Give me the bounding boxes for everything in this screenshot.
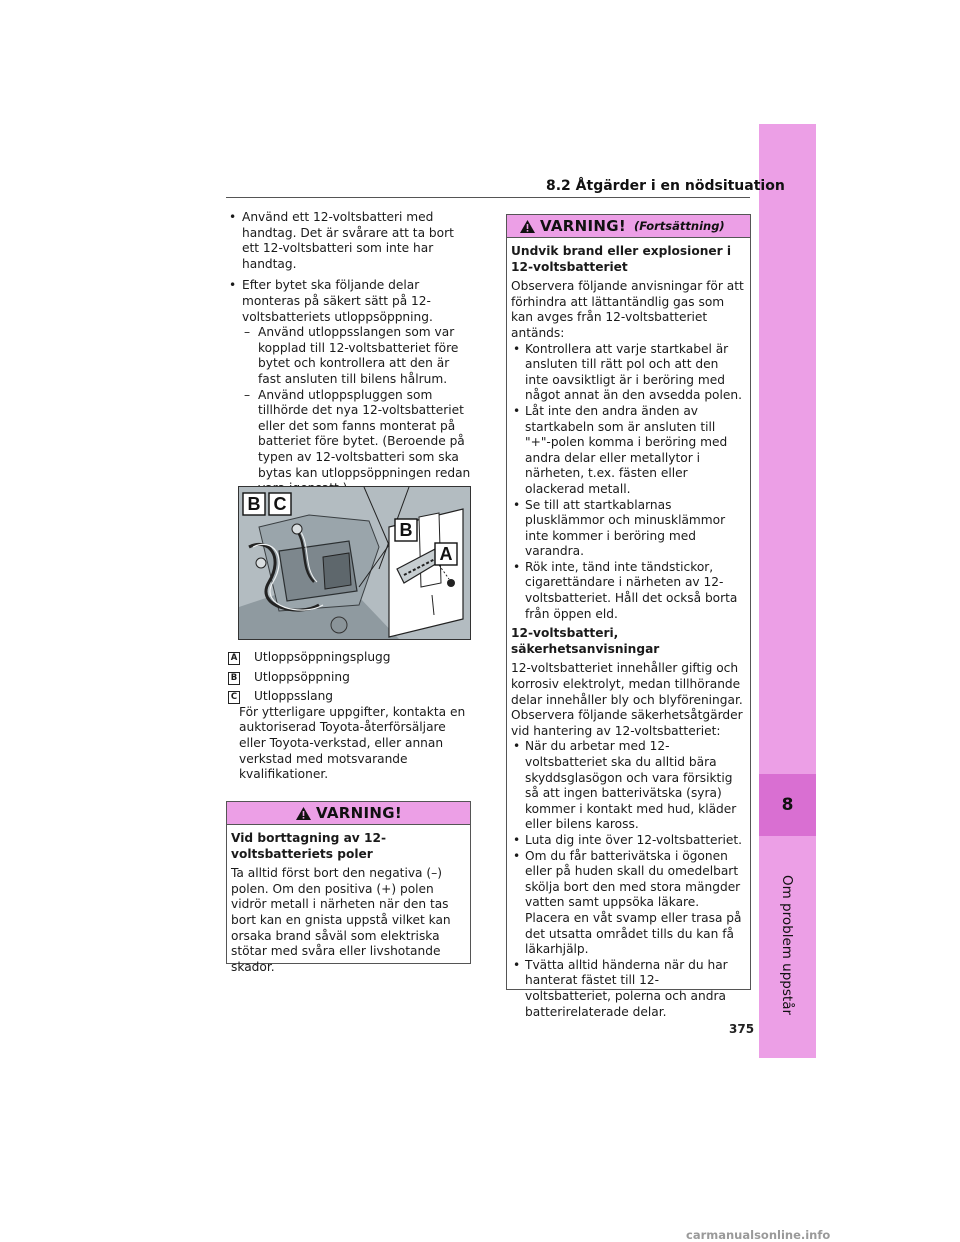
bullet-icon: • xyxy=(513,559,521,574)
dash-icon: – xyxy=(244,387,251,402)
warning-box-right xyxy=(506,214,751,1019)
bullet-icon: • xyxy=(513,832,521,847)
warning-triangle-icon xyxy=(295,806,312,821)
warning-heading: 12-voltsbatteri, säkerhetsanvisningar xyxy=(511,626,660,656)
watermark-text: carmanualsonline.info xyxy=(686,1228,831,1242)
warning-box-left xyxy=(226,801,471,974)
warning-header xyxy=(227,802,470,825)
list-item: • Kontrollera att varje startkabel är ansluten till rätt pol och att den inte oavsiktligt är i beröring med något annat än den avsedda polen. xyxy=(513,341,742,403)
warning-body xyxy=(227,825,470,985)
figure-label-a: A xyxy=(439,544,453,564)
list-item: • När du arbetar med 12-voltsbatteriet ska du alltid bära skyddsglasögon och vara försiktig så att ingen batterivätska (syra) kommer i kontakt med hud, kläder eller bilens kaross. xyxy=(513,739,737,832)
list-item: • Om du får batterivätska i ögonen eller på huden skall du omedelbart skölja bort den med stora mängder vatten samt uppsöka läkare. Placera en våt svamp eller trasa på det utsatta området tills du kan få läkarhjälp. xyxy=(513,848,742,957)
bullet-icon: • xyxy=(229,278,237,293)
figure-label-c: C xyxy=(273,494,287,514)
warning-continued: (Fortsättning) xyxy=(634,219,725,233)
list-item: • Luta dig inte över 12-voltsbatteriet. xyxy=(513,832,743,847)
dash-icon: – xyxy=(244,325,251,340)
figure-legend xyxy=(226,650,471,783)
chapter-number: 8 xyxy=(759,774,816,836)
list-item: • Efter bytet ska följande delar monteras på säkert sätt på 12-voltsbatteriets utloppsöppning. xyxy=(229,278,433,324)
legend-letter: B xyxy=(228,672,240,685)
page-number: 375 xyxy=(729,1022,755,1036)
warning-label: VARNING! xyxy=(540,217,626,235)
chapter-title: Om problem uppstår xyxy=(779,874,795,1016)
legend-item: A Utloppsöppningsplugg xyxy=(226,650,471,666)
warning-triangle-icon xyxy=(519,219,536,234)
legend-item: C Utloppsslang xyxy=(226,689,471,705)
warning-text: Ta alltid först bort den negativa (–) polen. Om den positiva (+) polen vidrör metall i närheten när den tas bort kan en gnista uppstå vilket kan orsaka brand såväl som elektriska stötar med svåra eller livshotande skador. xyxy=(231,866,451,974)
header-divider xyxy=(226,197,750,198)
bullet-icon: • xyxy=(513,497,521,512)
legend-letter: A xyxy=(228,652,240,665)
bullet-icon: • xyxy=(513,341,521,356)
warning-text: 12-voltsbatteriet innehåller giftig och korrosiv elektrolyt, medan tillhörande delar innehåller bly och blyföreningar. Observera följande säkerhetsåtgärder vid hantering av 12-voltsbatteriet: xyxy=(511,661,743,738)
left-column xyxy=(226,210,471,497)
bullet-icon: • xyxy=(513,403,521,418)
legend-item: B Utloppsöppning xyxy=(226,670,471,686)
warning-heading: Vid borttagning av 12-voltsbatteriets poler xyxy=(231,831,386,861)
figure-label-b-right: B xyxy=(399,520,413,540)
section-header: 8.2 Åtgärder i en nödsituation xyxy=(546,178,785,194)
battery-illustration xyxy=(238,486,471,640)
bullet-icon: • xyxy=(513,739,521,754)
list-item: • Se till att startkablarnas plusklämmor och minusklämmor inte kommer i beröring med varandra. xyxy=(513,497,726,559)
battery-drawing xyxy=(239,487,470,639)
warning-heading: Undvik brand eller explosioner i 12-voltsbatteriet xyxy=(511,244,732,274)
sub-list-item: – Använd utloppspluggen som tillhörde det nya 12-voltsbatteriet eller det som fanns monterat på batteriet före bytet. (Beroende på typen av 12-voltsbatteri som ska bytas kan utloppsöppningen redan xyxy=(244,387,471,480)
list-item: • Låt inte den andra änden av startkabeln som är ansluten till "+"-polen komma i beröring med andra delar eller metallytor i närheten, t.ex. fästen eller olackerad metall. xyxy=(513,403,728,496)
legend-note: För ytterligare uppgifter, kontakta en auktoriserad Toyota-återförsäljare eller Toyota-verkstad, eller annan verkstad med motsvarande kvalifikationer. xyxy=(239,704,466,782)
list-item: • Tvätta alltid händerna när du har hanterat fästet till 12-voltsbatteriet, polerna och andra batterirelaterade delar. xyxy=(513,957,728,1019)
list-item: • Använd ett 12-voltsbatteri med handtag. Det är svårare att ta bort ett 12-voltsbatteri som inte har handtag. xyxy=(229,210,454,271)
warning-header xyxy=(507,215,750,238)
legend-letter: C xyxy=(228,691,240,704)
figure-label-b-left: B xyxy=(247,494,261,514)
list-item: • Rök inte, tänd inte tändstickor, cigarettändare i närheten av 12-voltsbatteriet. Håll det också borta från öppen eld. xyxy=(513,559,738,621)
bullet-icon: • xyxy=(513,848,521,863)
warning-label: VARNING! xyxy=(316,804,402,822)
sub-list-item: – Använd utloppsslangen som var kopplad till 12-voltsbatteriet före bytet och kontrollera att den är fast ansluten till bilens hålrum. xyxy=(244,325,459,386)
bullet-icon: • xyxy=(229,210,237,224)
warning-text: Observera följande anvisningar för att förhindra att lättantändlig gas som kan avges från 12-voltsbatteriet antänds: xyxy=(511,279,744,340)
bullet-icon: • xyxy=(513,957,521,972)
warning-body xyxy=(507,238,750,1026)
